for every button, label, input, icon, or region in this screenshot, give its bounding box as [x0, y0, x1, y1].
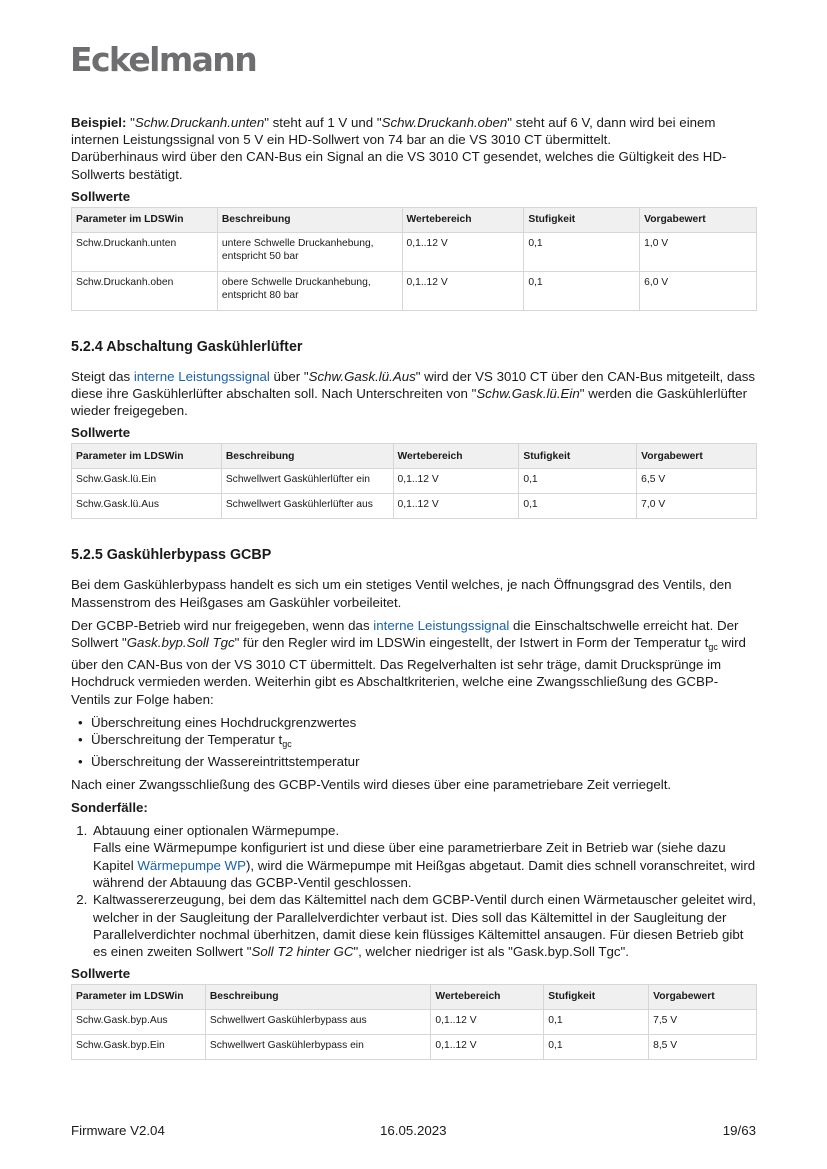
table-row: Schw.Gask.lü.Ein Schwellwert Gaskühlerlüfter ein 0,1..12 V 0,1 6,5 V	[72, 469, 757, 494]
sollwerte-heading: Sollwerte	[71, 425, 131, 441]
list-item: • Überschreitung eines Hochdruckgrenzwertes	[78, 714, 757, 731]
company-logo: Eckelmann	[70, 40, 257, 79]
link-interne-leistungssignal[interactable]: interne Leistungssignal	[373, 617, 510, 633]
section-paragraph: Steigt das interne Leistungssignal über "Schw.Gask.lü.Aus" wird der VS 3010 CT über den CAN-Bus mitgeteilt, dass diese ihre Gaskühlerlüfter abschalten soll. Nach Unterschreiten von "Schw.Gask.lü.Ein" werden die Gaskühlerlüfter wieder freigegeben.	[71, 368, 756, 419]
param-name: Schw.Druckanh.unten	[134, 115, 265, 130]
footer-date: 16.05.2023	[380, 1123, 447, 1138]
col-range: Wertebereich	[402, 207, 524, 232]
list-item: 1. Abtauung einer optionalen Wärmepumpe. Falls eine Wärmepumpe konfiguriert ist und diese über eine parametrierbare Zeit in Betrieb war (siehe dazu Kapitel Wärmepumpe WP), wird die Wärmepumpe mit Heißgas abgetaut. Damit dies schnell voranschreitet, wird während der Abtauung das GCBP-Ventil geschlossen.	[91, 822, 757, 891]
table-row: Schw.Gask.lü.Aus Schwellwert Gaskühlerlüfter aus 0,1..12 V 0,1 7,0 V	[72, 494, 757, 519]
example-paragraph: Beispiel: "Schw.Druckanh.unten" steht auf 1 V und "Schw.Druckanh.oben" steht auf 6 V, dann wird bei einem internen Leistungssignal von 5 V ein HD-Sollwert von 74 bar an die VS 3010 CT übermittelt. Darüberhinaus wird über den CAN-Bus ein Signal an die VS 3010 CT gesendet, welches die Gültigkeit des HD-Sollwerts bestätigt.	[71, 115, 727, 182]
list-item: 2. Kaltwassererzeugung, bei dem das Kältemittel nach dem GCBP-Ventil durch einen Wärmetauscher geleitet wird, welcher in der Saugleitung der Parallelverdichter verbaut ist. Dies soll das Kältemittel in der Saugleitung der Parallelverdichter nochmal überhitzen, damit diese kein flüssiges Kältemittel ansaugen. Für diesen Betrieb gibt es einen zweiten Sollwert "Soll T2 hinter GC", welcher niedriger ist als "Gask.byp.Soll Tgc".	[91, 891, 757, 960]
table-header-row: Parameter im LDSWin Beschreibung Wertebereich Stufigkeit Vorgabewert	[72, 984, 757, 1009]
table-row: Schw.Druckanh.unten untere Schwelle Druckanhebung, entspricht 50 bar 0,1..12 V 0,1 1,0 V	[72, 232, 757, 271]
col-default: Vorgabewert	[640, 207, 757, 232]
list-item: • Überschreitung der Temperatur $t_{gc}$	[78, 731, 757, 753]
list-item: • Überschreitung der Wassereintrittstemperatur	[78, 753, 757, 770]
section-paragraph: Der GCBP-Betrieb wird nur freigegeben, wenn das interne Leistungssignal die Einschaltschwelle erreicht hat. Der Sollwert "Gask.byp.Soll Tgc" für den Regler wird im LDSWin eingestellt, der Istwert in Form der Temperatur $t_{gc}$ wird über den CAN-Bus von der VS 3010 CT übermittelt. Das Regelverhalten ist sehr träge, damit Drucksprünge im Hochdruck vermieden werden. Weiterhin gibt es Abschaltkriterien, welche eine Zwangsschließung des GCBP-Ventils zur Folge haben:	[71, 617, 746, 707]
col-param: Parameter im LDSWin	[72, 207, 218, 232]
param-name: Schw.Druckanh.oben	[381, 115, 508, 130]
link-waermepumpe-wp[interactable]: Wärmepumpe WP	[137, 857, 246, 873]
section-paragraph: Bei dem Gaskühlerbypass handelt es sich um ein stetiges Ventil welches, je nach Öffnungsgrad des Ventils, den Massenstrom des Heißgases am Gaskühler vorbeileitet.	[71, 577, 732, 610]
sollwerte-table-1	[71, 207, 757, 311]
special-cases-list	[71, 822, 757, 960]
col-desc: Beschreibung	[217, 207, 402, 232]
sollwerte-heading: Sollwerte	[71, 965, 131, 981]
table-row: Schw.Druckanh.oben obere Schwelle Druckanhebung, entspricht 80 bar 0,1..12 V 0,1 6,0 V	[72, 271, 757, 310]
section-heading-5-2-4: 5.2.4 Abschaltung Gaskühlerlüfter	[71, 338, 303, 355]
footer-page-number: 19/63	[722, 1123, 756, 1138]
section-paragraph: Nach einer Zwangsschließung des GCBP-Ventils wird dieses über eine parametriebare Zeit verriegelt.	[71, 776, 672, 792]
col-step: Stufigkeit	[524, 207, 640, 232]
criteria-list	[71, 714, 757, 771]
table-header-row: Parameter im LDSWin Beschreibung Wertebereich Stufigkeit Vorgabewert	[72, 444, 757, 469]
footer-firmware: Firmware V2.04	[71, 1123, 165, 1138]
example-label: Beispiel:	[71, 115, 127, 130]
sollwerte-table-3	[71, 984, 757, 1060]
sollwerte-heading: Sollwerte	[71, 188, 131, 204]
section-heading-5-2-5: 5.2.5 Gaskühlerbypass GCBP	[71, 547, 272, 564]
table-row: Schw.Gask.byp.Ein Schwellwert Gaskühlerbypass ein 0,1..12 V 0,1 8,5 V	[72, 1034, 757, 1059]
table-row: Schw.Gask.byp.Aus Schwellwert Gaskühlerbypass aus 0,1..12 V 0,1 7,5 V	[72, 1009, 757, 1034]
sollwerte-table-2	[71, 443, 757, 519]
link-interne-leistungssignal[interactable]: interne Leistungssignal	[133, 368, 270, 384]
page-content	[71, 114, 757, 1060]
special-cases-label: Sonderfälle:	[71, 799, 148, 815]
table-header-row	[72, 207, 757, 232]
